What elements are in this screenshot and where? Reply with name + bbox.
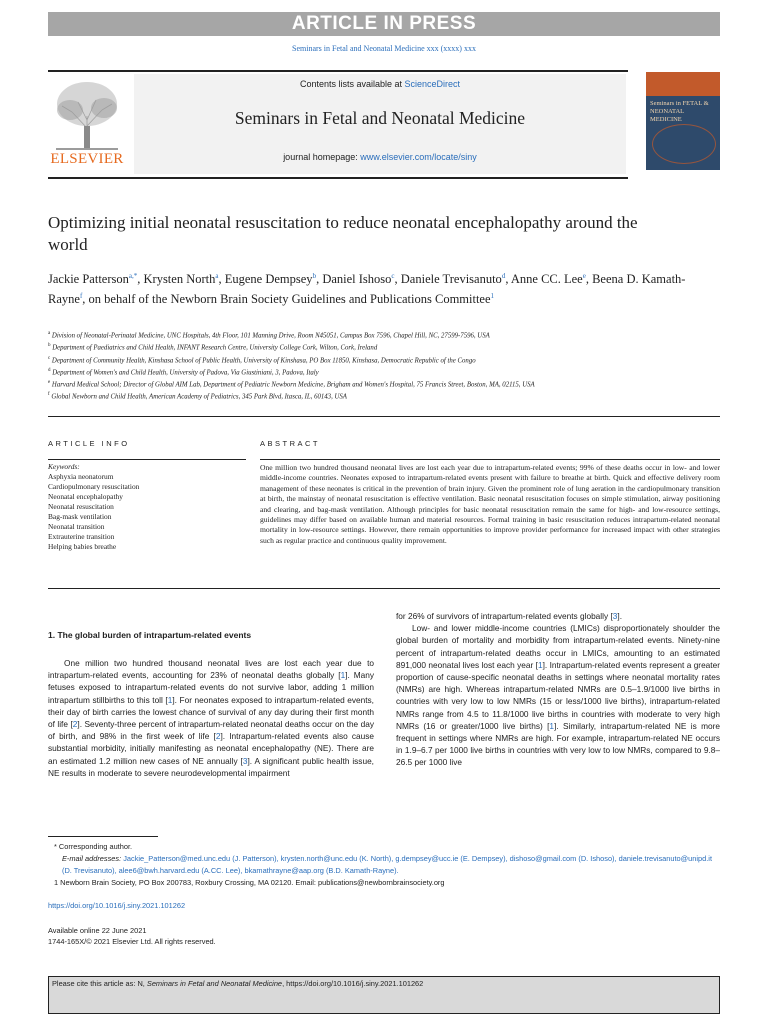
doi-link[interactable]: https://doi.org/10.1016/j.siny.2021.101262 bbox=[48, 901, 186, 910]
affiliation-item bbox=[48, 390, 720, 402]
keyword-item: Extrauterine transition bbox=[48, 532, 115, 541]
article-info-heading: ARTICLE INFO bbox=[48, 439, 130, 448]
citation-link[interactable]: 3 bbox=[242, 755, 248, 766]
cite-suffix[interactable]: , https://doi.org/10.1016/j.siny.2021.101262 bbox=[282, 979, 424, 988]
email-label: E-mail addresses: bbox=[62, 854, 122, 863]
publication-info bbox=[48, 925, 216, 947]
affiliation-marker: a bbox=[48, 331, 51, 336]
cite-text bbox=[52, 979, 712, 988]
body-left-column bbox=[48, 657, 374, 779]
article-title: Optimizing initial neonatal resuscitation to reduce neonatal encephalopathy around the world bbox=[48, 213, 638, 254]
keyword-item: Neonatal transition bbox=[48, 522, 105, 531]
affiliation-marker: f bbox=[48, 392, 50, 398]
journal-title: Seminars in Fetal and Neonatal Medicine bbox=[234, 108, 526, 128]
affiliation-text: Department of Community Health, Kinshasa School of Public Health, University of Kinshasa, PO Box 11850, Kinshasa, Democratic Republic of the Congo bbox=[50, 356, 476, 364]
affiliation-text: Harvard Medical School; Director of Global AIM Lab, Department of Pediatric Newborn Medicine, Brigham and Women's Hospital, 75 Francis Street, Boston, MA, 02115, USA bbox=[50, 381, 535, 389]
elsevier-wordmark[interactable]: ELSEVIER bbox=[50, 151, 124, 167]
affiliation-marker: b bbox=[48, 343, 51, 349]
keyword-item: Neonatal resuscitation bbox=[48, 502, 114, 511]
affiliation-item bbox=[48, 366, 720, 378]
author-separator: , bbox=[218, 272, 225, 287]
email-addresses bbox=[48, 853, 720, 877]
keyword-item: Bag-mask ventilation bbox=[48, 512, 112, 521]
citation-link[interactable]: 3 bbox=[612, 611, 618, 621]
author-separator: , bbox=[137, 272, 144, 287]
abstract-rule bbox=[260, 459, 720, 460]
available-online: Available online 22 June 2021 bbox=[48, 926, 147, 935]
affiliation-item bbox=[48, 354, 720, 366]
society-footnote: 1 Newborn Brain Society, PO Box 200783, Roxbury Crossing, MA 02120. Email: publications@newbornbrainsociety.org bbox=[54, 878, 445, 887]
author-name[interactable]: Krysten North bbox=[143, 272, 216, 287]
affiliation-item bbox=[48, 341, 720, 353]
keyword-item: Asphyxia neonatorum bbox=[48, 472, 114, 481]
author-separator: , bbox=[316, 272, 323, 287]
author-affiliation-marker[interactable]: d bbox=[501, 272, 506, 280]
affiliation-marker: d bbox=[48, 367, 51, 373]
body-paragraph: for 26% of survivors of intrapartum-related events globally [3]. bbox=[396, 611, 622, 621]
article-info-rule bbox=[48, 459, 246, 460]
contents-line bbox=[134, 79, 626, 89]
author-affiliation-marker[interactable]: 1 bbox=[490, 292, 495, 301]
author-separator: , bbox=[82, 292, 89, 307]
affiliation-list bbox=[48, 329, 720, 403]
author-affiliation-marker[interactable]: a bbox=[215, 272, 219, 280]
keywords-block bbox=[48, 462, 246, 552]
corresponding-author-note: * Corresponding author. bbox=[54, 842, 133, 851]
citation-link[interactable]: 2 bbox=[215, 731, 221, 742]
affiliation-item bbox=[48, 378, 720, 390]
footnotes bbox=[48, 841, 720, 889]
header-separator-rule bbox=[48, 416, 720, 417]
homepage-prefix: journal homepage: bbox=[283, 152, 361, 162]
author-separator: , bbox=[585, 272, 593, 287]
homepage-line bbox=[134, 152, 626, 162]
homepage-link[interactable]: www.elsevier.com/locate/siny bbox=[360, 152, 477, 162]
abstract-text: One million two hundred thousand neonatal lives are lost each year due to intrapartum-related events; 99% of these deaths occur in low- and lower middle-income countries. Neonates exposed to intrapartum-related events present with failure to breathe at birth. Quick and effective delivery room management of these neonates is critical in the prevention of brain injury. Given the prominent role of lung aeration in the cardiopulmonary transition at birth, the mainstay of neonatal resuscitation is effective ventilation. Basic neonatal resuscitation focuses on simple stimulation, airway positioning and clearing, and bag-mask ventilation. Although principles for basic neonatal resuscitation remain the same for high- and low-resource settings, guidelines may differ based on available human and material resources. Formal training in basic resuscitation reduces intrapartum-related neonatal mortality in low-resource settings. However, there remain opportunities to improve provider performance for increased impact with other strategies such as regular practice and continuous quality improvement. bbox=[260, 463, 720, 545]
section-1-heading: 1. The global burden of intrapartum-related events bbox=[48, 630, 252, 640]
footnote-rule bbox=[48, 836, 158, 837]
cite-journal: Seminars in Fetal and Neonatal Medicine bbox=[146, 979, 283, 988]
citation-link[interactable]: 1 bbox=[340, 670, 346, 681]
keyword-item: Cardiopulmonary resuscitation bbox=[48, 482, 140, 491]
author-list bbox=[48, 268, 688, 308]
email-list[interactable]: Jackie_Patterson@med.unc.edu (J. Patterson), krysten.north@unc.edu (K. North), g.dempsey@ucc.ie (E. Dempsey), dishoso@gmail.com (D. Ishoso), daniele.trevisanuto@unipd.it (D. Trevisanuto), alee6@bwh.harvard.edu (A.CC. Lee), bkamathrayne@aap.org (B.D. Kamath-Rayne). bbox=[62, 854, 713, 875]
affiliation-text: Department of Women's and Child Health, University of Padova, Via Giustiniani, 3, Padova, Italy bbox=[50, 369, 319, 377]
author-affiliation-marker[interactable]: a,* bbox=[128, 272, 138, 280]
running-head[interactable]: Seminars in Fetal and Neonatal Medicine xxx (xxxx) xxx bbox=[292, 44, 476, 53]
contents-prefix: Contents lists available at bbox=[299, 79, 405, 89]
citation-link[interactable]: 1 bbox=[167, 694, 173, 705]
masthead-top-rule bbox=[48, 70, 628, 72]
author-separator: , bbox=[394, 272, 401, 287]
author-name[interactable]: Anne CC. Lee bbox=[510, 272, 583, 287]
author-affiliation-marker[interactable]: b bbox=[312, 272, 317, 280]
author-name[interactable]: Eugene Dempsey bbox=[224, 272, 313, 287]
author-name[interactable]: Daniel Ishoso bbox=[322, 272, 392, 287]
sciencedirect-link[interactable]: ScienceDirect bbox=[404, 79, 461, 89]
keyword-item: Helping babies breathe bbox=[48, 542, 117, 551]
author-name[interactable]: Daniele Trevisanuto bbox=[400, 272, 502, 287]
keyword-item: Neonatal encephalopathy bbox=[48, 492, 123, 501]
author-name[interactable]: Beena D. Kamath-Rayne bbox=[48, 272, 686, 307]
cover-band bbox=[646, 72, 720, 96]
body-paragraph: One million two hundred thousand neonatal lives are lost each year due to intrapartum-related events, accounting for 23% of neonatal deaths globally [1]. Many fetuses exposed to intrapartum-related events do not survive labor, adding 1 million intrapartum stillbirths to this toll [1]. For neonates exposed to intrapartum-related events, their day of birth carries the lowest chance of survival of any day during their first month of life [2]. Seventy-three percent of intrapartum-related neonatal deaths occur on the day of birth, and 98% in the first week of life [2]. Intrapartum-related events also cause substantial morbidity, initially manifesting as neonatal encephalopathy (NE). There are an estimated 1.2 million new cases of NE annually [3]. A significant public health issue, NE results in moderate to severe neurodevelopmental impairment bbox=[48, 658, 375, 778]
author-name[interactable]: Jackie Patterson bbox=[48, 272, 129, 287]
affiliation-item bbox=[48, 329, 720, 341]
affiliation-text: Department of Paediatrics and Child Health, INFANT Research Centre, University College Cork, Wilton, Cork, Ireland bbox=[50, 344, 378, 352]
citation-link[interactable]: 2 bbox=[72, 719, 78, 730]
masthead-bottom-rule bbox=[48, 177, 628, 179]
body-paragraph: Low- and lower middle-income countries (LMICs) disproportionately shoulder the global burden of mortality and morbidity from intrapartum-related events. Ninety-nine percent of intrapartum-related deaths occur in LMICs, amounting to an estimated 891,000 neonatal lives lost each year [1]. Intrapartum-related events represent a greater proportion of cause-specific neonatal deaths in settings where neonatal mortality rates (NMRs) are high. Whereas intrapartum-related NMRs are 0.5–1.9/1000 live births in countries with very low to low NMRs (15 or less/1000 live births), intrapartum-related NMRs range from 4.5 to 11.8/1000 live births in countries with moderate to very high NMRs (16 or greater/1000 live births) [1]. Similarly, intrapartum-related NE is more frequent in settings where NMRs are high. For example, intrapartum-related NE occurs in 1.9–6.7 per 1000 live births in countries with very low to low NMRs, compared to 9.8–26.5 per 1000 live bbox=[396, 623, 720, 768]
author-affiliation-marker[interactable]: c bbox=[391, 272, 395, 280]
abstract-heading: ABSTRACT bbox=[260, 439, 321, 448]
citation-link[interactable]: 1 bbox=[537, 659, 543, 670]
author-name[interactable]: on behalf of the Newborn Brain Society Guidelines and Publications Committee bbox=[88, 292, 491, 307]
author-affiliation-marker[interactable]: f bbox=[79, 292, 83, 301]
affiliation-text: Division of Neonatal-Perinatal Medicine, UNC Hospitals, 4th Floor, 101 Manning Drive, Room N45051, Campus Box 7596, Chapel Hill, NC, 27599-7596, USA bbox=[50, 332, 490, 340]
affiliation-marker: e bbox=[48, 380, 51, 386]
author-separator: , bbox=[505, 272, 511, 287]
journal-cover-thumbnail[interactable] bbox=[646, 72, 720, 170]
article-in-press-banner: ARTICLE IN PRESS bbox=[48, 12, 720, 36]
affiliation-marker: c bbox=[48, 355, 51, 361]
cover-artwork bbox=[652, 124, 716, 164]
body-right-column bbox=[396, 610, 720, 769]
cover-title: Seminars in FETAL & NEONATAL MEDICINE bbox=[650, 100, 709, 123]
affiliation-text: Global Newborn and Child Health, American Academy of Pediatrics, 345 Park Blvd, Itasca, IL, 60143, USA bbox=[49, 393, 347, 401]
cite-prefix: Please cite this article as: N, bbox=[52, 979, 147, 988]
keywords-list bbox=[48, 472, 246, 552]
keywords-label: Keywords: bbox=[48, 462, 80, 471]
abstract-bottom-rule bbox=[48, 588, 720, 589]
author-affiliation-marker[interactable]: e bbox=[582, 272, 586, 280]
citation-link[interactable]: 1 bbox=[549, 720, 555, 731]
copyright-line: 1744-165X/© 2021 Elsevier Ltd. All rights reserved. bbox=[48, 937, 216, 946]
